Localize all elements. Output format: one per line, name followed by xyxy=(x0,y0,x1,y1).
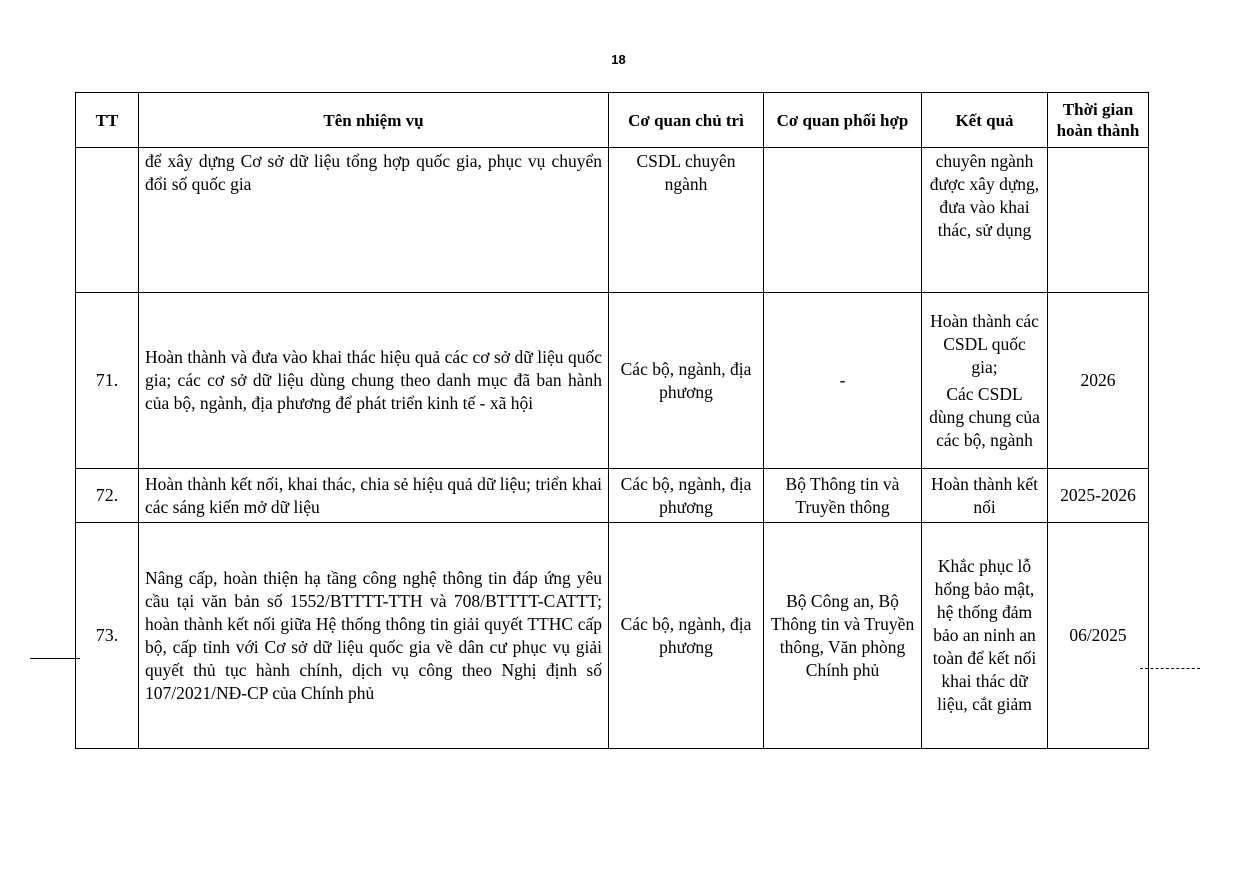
table-row xyxy=(76,523,1149,749)
row-result: chuyên ngành được xây dựng, đưa vào khai thác, sử dụng xyxy=(922,148,1048,293)
header-deadline: Thời gian hoàn thành xyxy=(1048,93,1149,148)
row-coordinate: - xyxy=(764,293,922,469)
row-result: Hoàn thành kết nối xyxy=(922,469,1048,523)
scan-mark-right xyxy=(1140,668,1200,669)
row-task: để xây dựng Cơ sở dữ liệu tổng hợp quốc gia, phục vụ chuyển đổi số quốc gia xyxy=(139,148,609,293)
header-lead-agency: Cơ quan chủ trì xyxy=(609,93,764,148)
row-result xyxy=(922,293,1048,469)
task-table xyxy=(75,92,1149,749)
row-coordinate: Bộ Thông tin và Truyền thông xyxy=(764,469,922,523)
page-number: 18 xyxy=(611,52,626,67)
header-coordinating-agency: Cơ quan phối hợp xyxy=(764,93,922,148)
table-row xyxy=(76,148,1149,293)
table-row xyxy=(76,293,1149,469)
row-task: Hoàn thành kết nối, khai thác, chia sẻ hiệu quả dữ liệu; triển khai các sáng kiến mở dữ liệu xyxy=(139,469,609,523)
row-tt: 72. xyxy=(76,469,139,523)
row-task: Nâng cấp, hoàn thiện hạ tầng công nghệ thông tin đáp ứng yêu cầu tại văn bản số 1552/BTTTT-TTH và 708/BTTTT-CATTT; hoàn thành kết nối giữa Hệ thống thông tin giải quyết TTHC cấp bộ, cấp tỉnh với Cơ sở dữ liệu quốc gia về dân cư phục vụ giải quyết thủ tục hành chính, dịch vụ công theo Nghị định số 107/2021/NĐ-CP của Chính phủ xyxy=(139,523,609,749)
row-result: Khắc phục lỗ hổng bảo mật, hệ thống đảm bảo an ninh an toàn để kết nối khai thác dữ liệu, cắt giảm xyxy=(922,523,1048,749)
row-deadline: 2026 xyxy=(1048,293,1149,469)
row-deadline xyxy=(1048,148,1149,293)
row-deadline: 06/2025 xyxy=(1048,523,1149,749)
row-lead: Các bộ, ngành, địa phương xyxy=(609,469,764,523)
row-result-part-1: Hoàn thành các CSDL quốc gia; xyxy=(930,310,1039,377)
row-tt: 71. xyxy=(76,293,139,469)
row-deadline: 2025-2026 xyxy=(1048,469,1149,523)
header-task-name: Tên nhiệm vụ xyxy=(139,93,609,148)
row-lead: CSDL chuyên ngành xyxy=(609,148,764,293)
row-task: Hoàn thành và đưa vào khai thác hiệu quả các cơ sở dữ liệu quốc gia; các cơ sở dữ liệu dùng chung theo danh mục đã ban hành của bộ, ngành, địa phương để phát triển kinh tế - xã hội xyxy=(139,293,609,469)
row-coordinate: Bộ Công an, Bộ Thông tin và Truyền thông, Văn phòng Chính phủ xyxy=(764,523,922,749)
row-tt xyxy=(76,148,139,293)
header-result: Kết quả xyxy=(922,93,1048,148)
row-lead: Các bộ, ngành, địa phương xyxy=(609,523,764,749)
row-result-part-2: Các CSDL dùng chung của các bộ, ngành xyxy=(929,383,1040,450)
row-lead: Các bộ, ngành, địa phương xyxy=(609,293,764,469)
table-header-row xyxy=(76,93,1149,148)
header-tt: TT xyxy=(76,93,139,148)
table-row xyxy=(76,469,1149,523)
scan-mark-left xyxy=(30,658,80,659)
row-tt: 73. xyxy=(76,523,139,749)
row-coordinate xyxy=(764,148,922,293)
